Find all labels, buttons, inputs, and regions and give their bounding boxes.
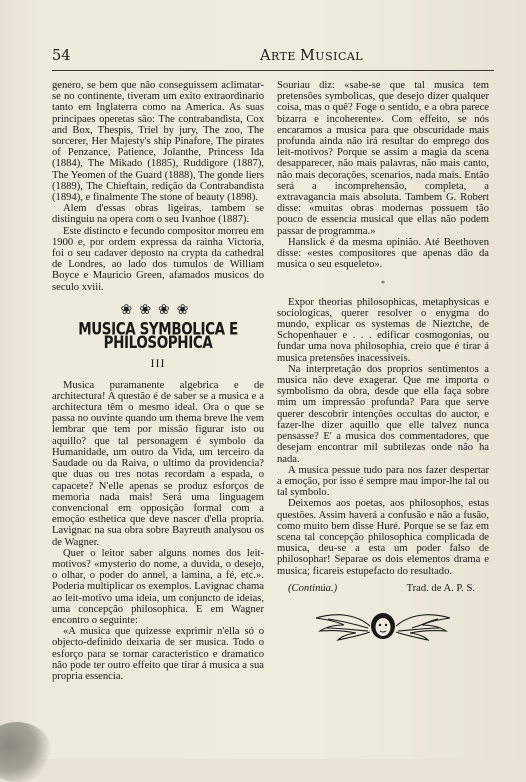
section-title: MUSICA SYMBOLICA E PHILOSOPHICA — [78, 319, 238, 354]
paragraph: Quer o leitor saber alguns nomes dos leit-motivos? «mysterio do nome, a duvida, o desejo, o olhar, o poder do annel, a lamina, a fé, etc.». Poderia multiplicar os exemplos. Lavignac chama ao leit-motivo uma ideia, um conjuncto de ideias, uma concepção philosophica. E em Wagner encontro o seguinte: — [52, 547, 264, 626]
paragraph: Na interpretação dos proprios sentimentos a musica não deve exagerar. Que me importa o symbolismo da obra, desde que ella faça sobre mim um impressão profunda? Para que serve querer descobrir intenções occultas do auctor, e fazer-lhe dizer aquillo que elle talvez nunca pensasse? E' a musica dos commentadores, que desejam encontrar mil subtilezas onde não ha nada. — [277, 363, 489, 465]
continua-note: (Continúa.) — [288, 582, 338, 594]
paragraph: genero, se bem que não conseguissem aclimatar-se no continente, tiveram um exito extraordinario tanto em Inglaterra como na America. As suas principaes operetas são: The contrabandista, Cox and Box, Thespis, Triel by jury, The zoo, The sorcerer, Her Majesty's ship Pinafore, The pirates of Penzance, Patience, Jolanthe, Princess Ida (1884), The Mikado (1885), Ruddigore (1887), The Yeomen of the Guard (1888), The gonde liers (1889), The Chieftain, redição da Contrabandista (1894), e finalmente The stone of beauty (1898). — [52, 80, 264, 204]
ornament-row: ❀❀❀❀ — [120, 302, 196, 318]
section-number: III — [150, 356, 166, 371]
translator-signature: Trad. de A. P. S. — [406, 582, 475, 594]
running-header — [52, 48, 494, 66]
running-title: ARTE MUSICAL — [260, 48, 364, 64]
paragraph: A musica pessue tudo para nos fazer despertar a emoção, por isso é sempre mau impor-lhe tal ou tal symbolo. — [277, 464, 489, 499]
paragraph: Souriau diz: «sabe-se que tal musica tem pretensões symbolicas, que desejo dizer qualquer coisa, mas o quê? Foge o sentido, e a obra parece bizarra e incoherente». Com effeito, se nós encaramos a musica para que obscuridade mais profunda ainda não irá resultar do emprego dos leit-motivos? Porque se assim a magia da scena desapparecer, não mais palavras, não mais canto, não mais decorações, scenarios, nada mais. Então será a incomprehensão, completa, a extravagancia mais absoluta. Tambem G. Robert disse: «muitas obras modernas possuem tão pouco de essencia musical que ellas não podem passar de programma.» — [277, 80, 489, 237]
paragraph: Hanslick é da mesma opinião. Até Beethoven disse: «estes compositores que apenas dão da musica o seu esqueleto». — [277, 236, 489, 271]
paragraph: Expor theorias philosophicas, metaphysicas e sociologicas, querer resolver o enygma do mundo, explicar os systemas de Nieztche, de Schopenhauer e . . . edificar cosmogonias, ou fundar uma nova philosophia, creio que é tirar á musica pretensões inacessiveis. — [277, 296, 489, 364]
winged-vignette — [308, 606, 458, 646]
left-column — [52, 80, 264, 682]
right-column — [277, 80, 489, 646]
paragraph: «A musica que quizesse exprimir n'ella só o objecto-definido deixaria de ser musica. Todo o esforço para se tornar caracteristico e dramatico não pode ter outro effeito que tirar á musica a sua propria essencia. — [52, 626, 264, 682]
paragraph: Deixemos aos poetas, aos philosophos, estas questões. Assim haverá a confusão e não a fusão, como muito bem disse Huré. Porque se se faz em scena tal concepção philosophica complicada de musica, deu-se a esta um poder falso de philosophar! Separae os dois elementos drama e musica; ficareis estupefacto do resultado. — [277, 498, 489, 577]
header-rule — [52, 70, 494, 71]
page-stain — [0, 722, 52, 782]
page-number: 54 — [52, 48, 71, 64]
paragraph: Musica puramanente algebrica e de architectura! A questão é de saber se a musica e a architectura têm o mesmo ideal. Ora o que se passa no ouvinte quando um thema breve lhe vem lembrar que tem por missão figurar isto ou aquillo? que tal personagem é symbolo da Humanidade, um outro da Vida, um terceiro da Saudade ou da Raiva, o ultimo da providencia? que duas ou tres notas recordam a espada, o capacete? N'elle apenas se produz esforços de memoria nada mais! Será uma linguagem convencional em opposição formal com a emoção esthetica que deve nascer d'ella propria. Lavignac na sua obra sobre Bayreuth analysou os de Wagner. — [52, 379, 264, 548]
paragraph: Este distincto e fecundo compositor morreu em 1900 e, por ordem expressa da rainha Victoria, foi o seu cadaver deposto na crypta da cathedral de Londres, ao lado dos tumulos de William Boyce e Mauricio Green, afamados musicos do seculo xviii. — [52, 225, 264, 293]
paragraph: Alem d'essas obras ligeiras, tambem se distinguiu na opera com o seu Ivanhoe (1887). — [52, 203, 264, 226]
section-break-star: * — [381, 279, 385, 289]
